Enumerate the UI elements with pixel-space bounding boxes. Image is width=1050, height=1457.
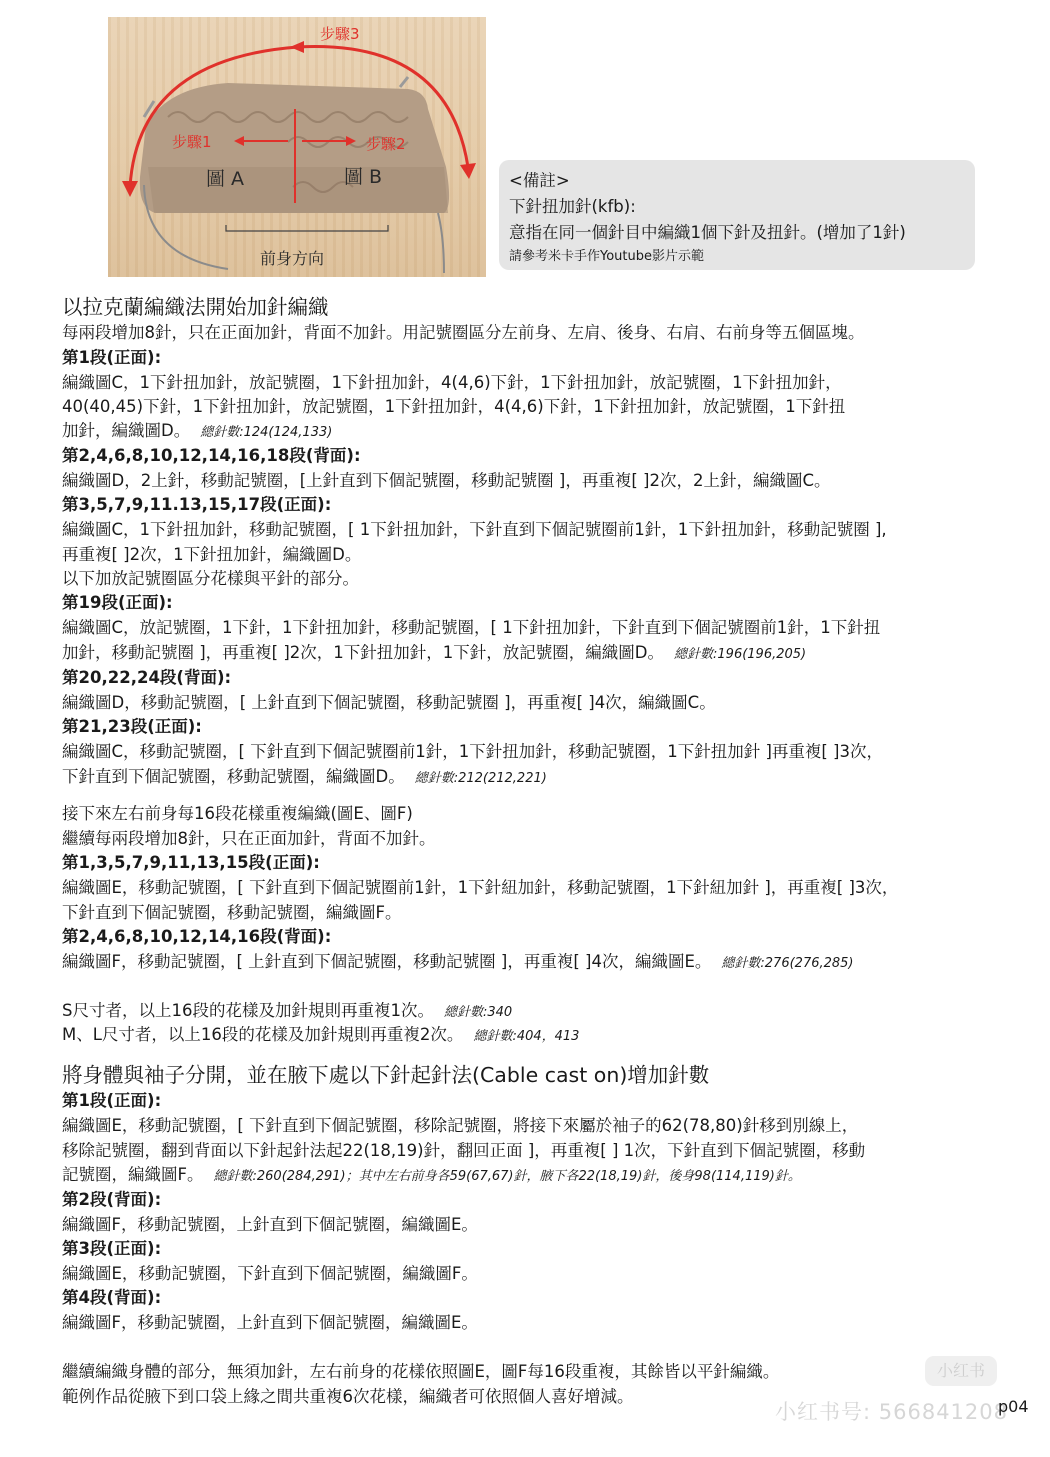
watermark-logo: 小红书 bbox=[925, 1356, 997, 1386]
step1-label: 步驟1 bbox=[172, 133, 212, 151]
size-s-line bbox=[62, 997, 512, 1021]
row21-line2 bbox=[62, 763, 547, 787]
row3-line2: 再重複[ ]2次，1下針扭加針，編織圖D。 bbox=[62, 545, 362, 564]
s3-row3-heading: 第3段(正面): bbox=[62, 1239, 162, 1258]
knitting-photo bbox=[108, 17, 486, 277]
row2-heading: 第2,4,6,8,10,12,14,16,18段(背面): bbox=[62, 446, 361, 465]
knitting-illustration bbox=[108, 17, 486, 277]
s3-row2-line1: 編織圖F，移動記號圈，上針直到下個記號圈，編織圖E。 bbox=[62, 1215, 478, 1234]
s3-row4-heading: 第4段(背面): bbox=[62, 1288, 162, 1307]
step2-label: 步驟2 bbox=[366, 135, 406, 153]
s3-row3-line1: 編織圖E，移動記號圈，下針直到下個記號圈，編織圖F。 bbox=[62, 1264, 478, 1283]
note-title: <備註> bbox=[509, 171, 570, 190]
row1-line3 bbox=[62, 417, 332, 441]
row19-line2 bbox=[62, 639, 806, 663]
row19-heading: 第19段(正面): bbox=[62, 593, 173, 612]
chart-b-label: 圖 B bbox=[344, 166, 383, 188]
s3-row2-heading: 第2段(背面): bbox=[62, 1190, 162, 1209]
size-s-count: 總針數:340 bbox=[443, 1005, 513, 1020]
s3-row1-heading: 第1段(正面): bbox=[62, 1091, 162, 1110]
row19-line1: 編織圖C，放記號圈，1下針，1下針扭加針，移動記號圈，[ 1下針扭加針，下針直到下個記號圈前1針，1下針扭 bbox=[62, 618, 881, 637]
s3-row1-stitch-count: 總針數:260(284,291)；其中左右前身各59(67,67)針，腋下各22(18,19)針，後身98(114,119)針。 bbox=[213, 1169, 801, 1184]
size-ml-text: M、L尺寸者，以上16段的花樣及加針規則再重複2次。 bbox=[62, 1025, 464, 1044]
size-ml-line bbox=[62, 1021, 579, 1045]
size-ml-count: 總針數:404，413 bbox=[473, 1029, 580, 1044]
row1-stitch-count: 總針數:124(124,133) bbox=[200, 425, 333, 440]
watermark-id: 小红书号: 566841208 bbox=[775, 1400, 1008, 1424]
rowB-heading: 第2,4,6,8,10,12,14,16段(背面): bbox=[62, 927, 332, 946]
row21-line1: 編織圖C，移動記號圈，[ 下針直到下個記號圈前1針，1下針扭加針，移動記號圈，1下針扭加針 ]再重複[ ]3次， bbox=[62, 742, 883, 761]
row21-line2-text: 下針直到下個記號圈，移動記號圈，編織圖D。 bbox=[62, 767, 405, 786]
section2-intro2: 繼續每兩段增加8針，只在正面加針，背面不加針。 bbox=[62, 829, 436, 848]
rowB-line1 bbox=[62, 948, 854, 972]
rowB-stitch-count: 總針數:276(276,285) bbox=[721, 956, 854, 971]
s3-row1-line3 bbox=[62, 1161, 801, 1185]
page-number: p04 bbox=[998, 1397, 1029, 1416]
front-direction-label: 前身方向 bbox=[260, 249, 325, 268]
section3-title: 將身體與袖子分開，並在腋下處以下針起針法(Cable cast on)增加針數 bbox=[62, 1063, 710, 1087]
outro-line1: 繼續編織身體的部分，無須加針，左右前身的花樣依照圖E，圖F每16段重複，其餘皆以平針編織。 bbox=[62, 1362, 780, 1381]
row1-line1: 編織圖C，1下針扭加針，放記號圈，1下針扭加針，4(4,6)下針，1下針扭加針，放記號圈，1下針扭加針， bbox=[62, 373, 842, 392]
rowA-line2: 下針直到下個記號圈，移動記號圈，編織圖F。 bbox=[62, 903, 402, 922]
s3-row1-line2: 移除記號圈，翻到背面以下針起針法起22(18,19)針，翻回正面 ]，再重複[ ] 1次，下針直到下個記號圈，移動 bbox=[62, 1141, 866, 1160]
section2-intro1: 接下來左右前身每16段花樣重複編織(圖E、圖F) bbox=[62, 804, 413, 823]
note-box bbox=[499, 160, 975, 270]
row21-stitch-count: 總針數:212(212,221) bbox=[414, 771, 547, 786]
row20-heading: 第20,22,24段(背面): bbox=[62, 668, 232, 687]
row1-line3-text: 加針，編織圖D。 bbox=[62, 421, 191, 440]
step3-label: 步驟3 bbox=[320, 25, 360, 43]
rowA-heading: 第1,3,5,7,9,11,13,15段(正面): bbox=[62, 853, 320, 872]
marker-note: 以下加放記號圈區分花樣與平針的部分。 bbox=[62, 569, 359, 588]
rowA-line1: 編織圖E，移動記號圈，[ 下針直到下個記號圈前1針，1下針紐加針，移動記號圈，1下針紐加針 ]，再重複[ ]3次， bbox=[62, 878, 899, 897]
row19-line2-text: 加針，移動記號圈 ]，再重複[ ]2次，1下針扭加針，1下針，放記號圈，編織圖D。 bbox=[62, 643, 665, 662]
row3-heading: 第3,5,7,9,11.13,15,17段(正面): bbox=[62, 495, 332, 514]
row1-line2: 40(40,45)下針，1下針扭加針，放記號圈，1下針扭加針，4(4,6)下針，1下針扭加針，放記號圈，1下針扭 bbox=[62, 397, 846, 416]
chart-a-label: 圖 A bbox=[206, 168, 245, 190]
size-s-text: S尺寸者，以上16段的花樣及加針規則再重複1次。 bbox=[62, 1001, 434, 1020]
section1-intro: 每兩段增加8針，只在正面加針，背面不加針。用記號圈區分左前身、左肩、後身、右肩、右前身等五個區塊。 bbox=[62, 323, 865, 342]
s3-row1-line1: 編織圖E，移動記號圈，[ 下針直到下個記號圈，移除記號圈，將接下來屬於袖子的62(78,80)針移到別線上， bbox=[62, 1116, 859, 1135]
s3-row1-line3-text: 記號圈，編織圖F。 bbox=[62, 1165, 204, 1184]
rowB-line1-text: 編織圖F，移動記號圈，[ 上針直到下個記號圈，移動記號圈 ]，再重複[ ]4次，編織圖E。 bbox=[62, 952, 712, 971]
note-reference: 請參考米卡手作Youtube影片示範 bbox=[509, 249, 704, 264]
row3-line1: 編織圖C，1下針扭加針，移動記號圈，[ 1下針扭加針，下針直到下個記號圈前1針，1下針扭加針，移動記號圈 ], bbox=[62, 520, 887, 539]
note-definition: 意指在同一個針目中編織1個下針及扭針。(增加了1針) bbox=[509, 223, 906, 242]
section1-title: 以拉克蘭編織法開始加針編織 bbox=[62, 295, 329, 319]
row21-heading: 第21,23段(正面): bbox=[62, 717, 202, 736]
row19-stitch-count: 總針數:196(196,205) bbox=[674, 647, 807, 662]
row2-line1: 編織圖D，2上針，移動記號圈，[上針直到下個記號圈，移動記號圈 ]，再重複[ ]2次，2上針，編織圖C。 bbox=[62, 471, 831, 490]
note-term: 下針扭加針(kfb): bbox=[509, 197, 636, 216]
row1-heading: 第1段(正面): bbox=[62, 348, 162, 367]
s3-row4-line1: 編織圖F，移動記號圈，上針直到下個記號圈，編織圖E。 bbox=[62, 1313, 478, 1332]
outro-line2: 範例作品從腋下到口袋上緣之間共重複6次花樣，編織者可依照個人喜好增減。 bbox=[62, 1387, 634, 1406]
row20-line1: 編織圖D，移動記號圈，[ 上針直到下個記號圈，移動記號圈 ]，再重複[ ]4次，編織圖C。 bbox=[62, 693, 716, 712]
